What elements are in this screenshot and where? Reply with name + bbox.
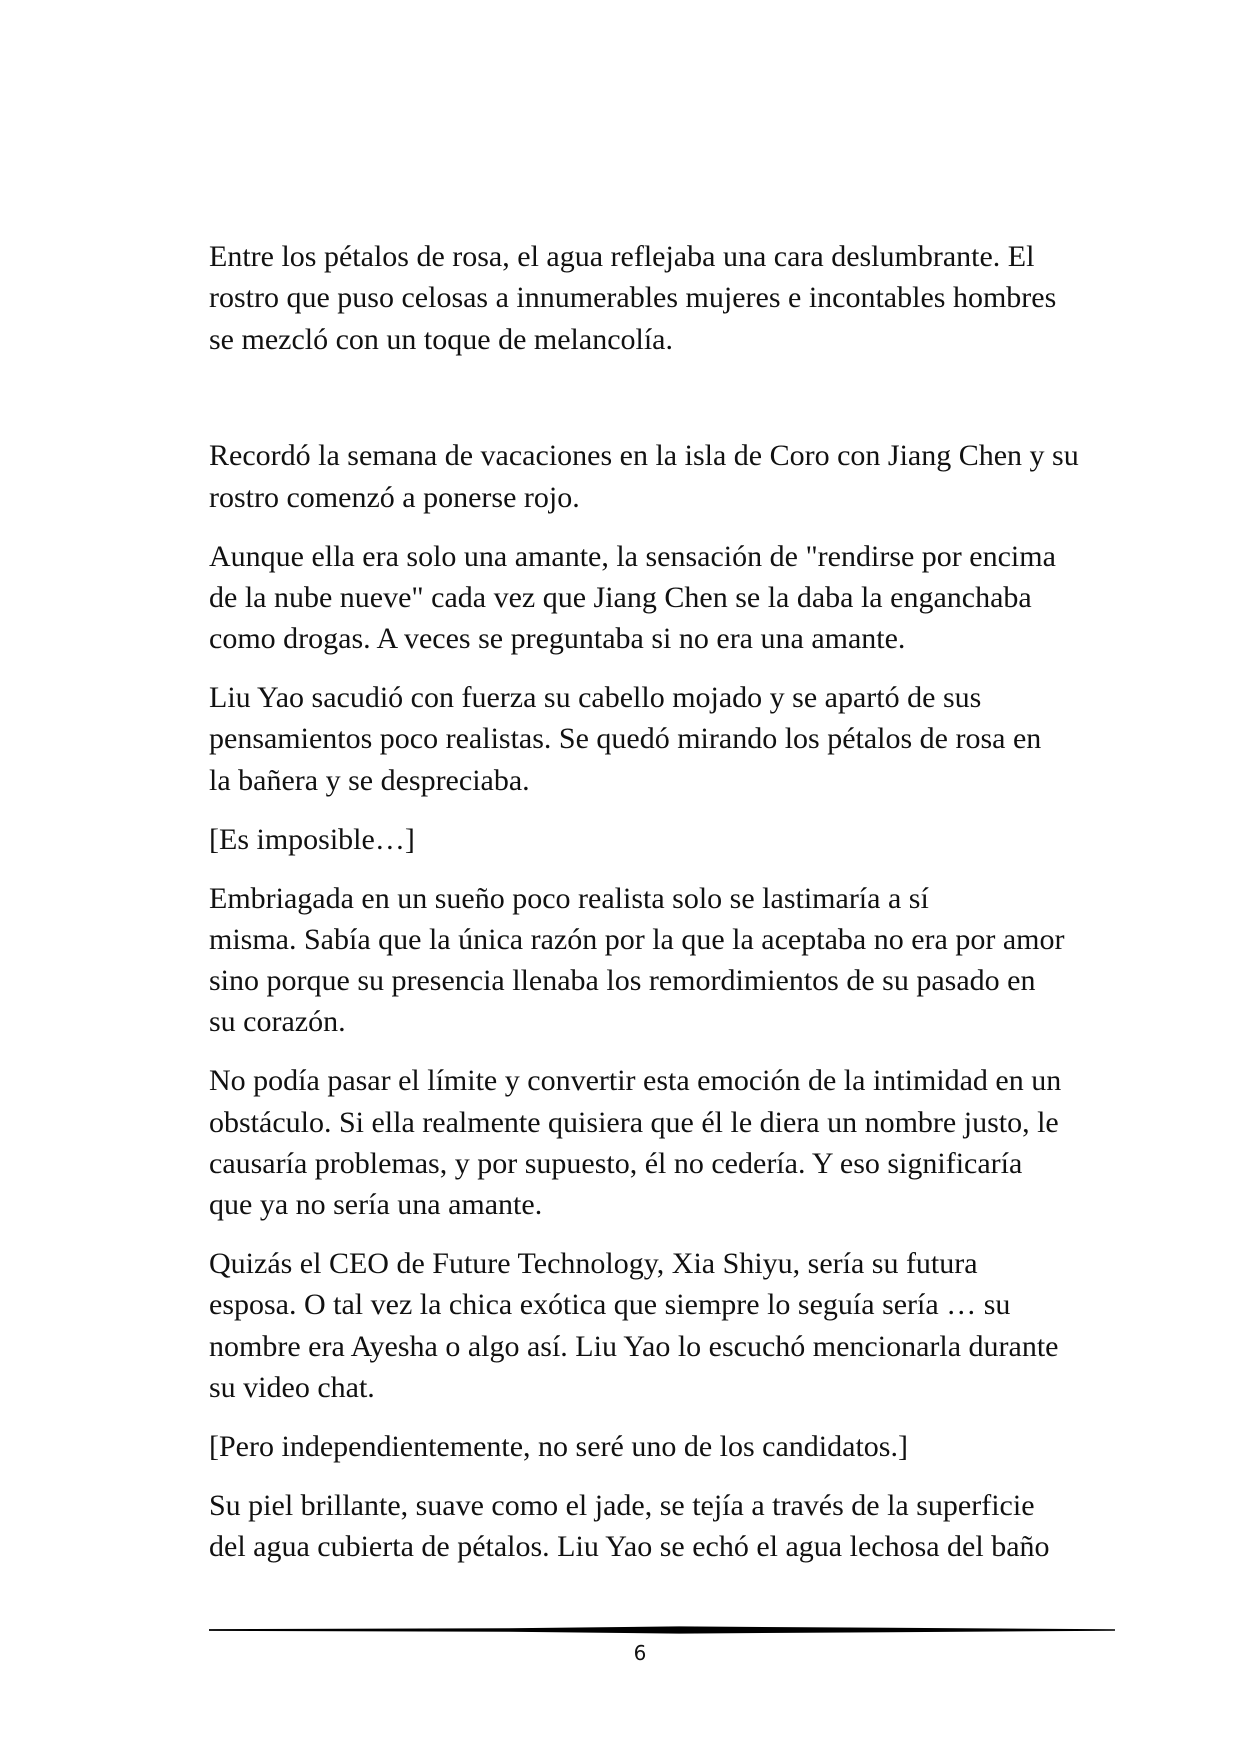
text-line: causaría problemas, y por supuesto, él no cedería. Y eso significaría <box>209 1146 1023 1180</box>
text-line: [Es imposible…] <box>209 822 415 856</box>
text-line: su video chat. <box>209 1370 375 1404</box>
text-line: que ya no sería una amante. <box>209 1188 543 1222</box>
text-line: Entre los pétalos de rosa, el agua reflejaba una cara deslumbrante. El <box>209 240 1035 273</box>
paragraph <box>209 1243 1169 1408</box>
body-text <box>209 236 1169 1585</box>
text-line: sino porque su presencia llenaba los remordimientos de su pasado en <box>209 964 1036 998</box>
text-line: como drogas. A veces se preguntaba si no era una amante. <box>209 622 906 656</box>
page-number: 6 <box>633 1641 647 1665</box>
paragraph <box>209 435 1169 518</box>
paragraph <box>209 677 1169 801</box>
text-line: Aunque ella era solo una amante, la sensación de "rendirse por encima <box>209 539 1056 573</box>
text-line: nombre era Ayesha o algo así. Liu Yao lo escuchó mencionarla durante <box>209 1329 1059 1363</box>
paragraph <box>209 819 1169 860</box>
paragraph <box>209 878 1169 1043</box>
paragraph <box>209 1426 1169 1467</box>
text-line: misma. Sabía que la única razón por la que la aceptaba no era por amor <box>209 922 1065 956</box>
text-line: del agua cubierta de pétalos. Liu Yao se echó el agua lechosa del baño <box>209 1530 1050 1564</box>
text-line: se mezcló con un toque de melancolía. <box>209 322 673 356</box>
paragraph <box>209 1485 1169 1568</box>
text-line: Su piel brillante, suave como el jade, se tejía a través de la superficie <box>209 1488 1035 1522</box>
text-line: Recordó la semana de vacaciones en la isla de Coro con Jiang Chen y su <box>209 439 1079 473</box>
paragraph-spacer <box>209 377 1169 435</box>
paragraph <box>209 536 1169 660</box>
paragraph <box>209 1060 1169 1225</box>
text-line: Embriagada en un sueño poco realista solo se lastimaría a sí <box>209 881 929 915</box>
text-line: la bañera y se despreciaba. <box>209 763 530 797</box>
text-line: obstáculo. Si ella realmente quisiera que él le diera un nombre justo, le <box>209 1105 1059 1139</box>
text-line: Quizás el CEO de Future Technology, Xia Shiyu, sería su futura <box>209 1247 978 1281</box>
text-line: de la nube nueve" cada vez que Jiang Chen se la daba la enganchaba <box>209 580 1032 614</box>
footer-divider <box>209 1620 1115 1640</box>
text-line: pensamientos poco realistas. Se quedó mirando los pétalos de rosa en <box>209 722 1042 756</box>
text-line: Liu Yao sacudió con fuerza su cabello mojado y se apartó de sus <box>209 681 982 715</box>
text-line: rostro comenzó a ponerse rojo. <box>209 480 580 514</box>
paragraph <box>209 236 1169 360</box>
text-line: su corazón. <box>209 1005 346 1039</box>
text-line: [Pero independientemente, no seré uno de los candidatos.] <box>209 1429 908 1463</box>
text-line: No podía pasar el límite y convertir esta emoción de la intimidad en un <box>209 1064 1062 1098</box>
text-line: rostro que puso celosas a innumerables mujeres e incontables hombres <box>209 281 1057 315</box>
text-line: esposa. O tal vez la chica exótica que siempre lo seguía sería … su <box>209 1288 1011 1322</box>
